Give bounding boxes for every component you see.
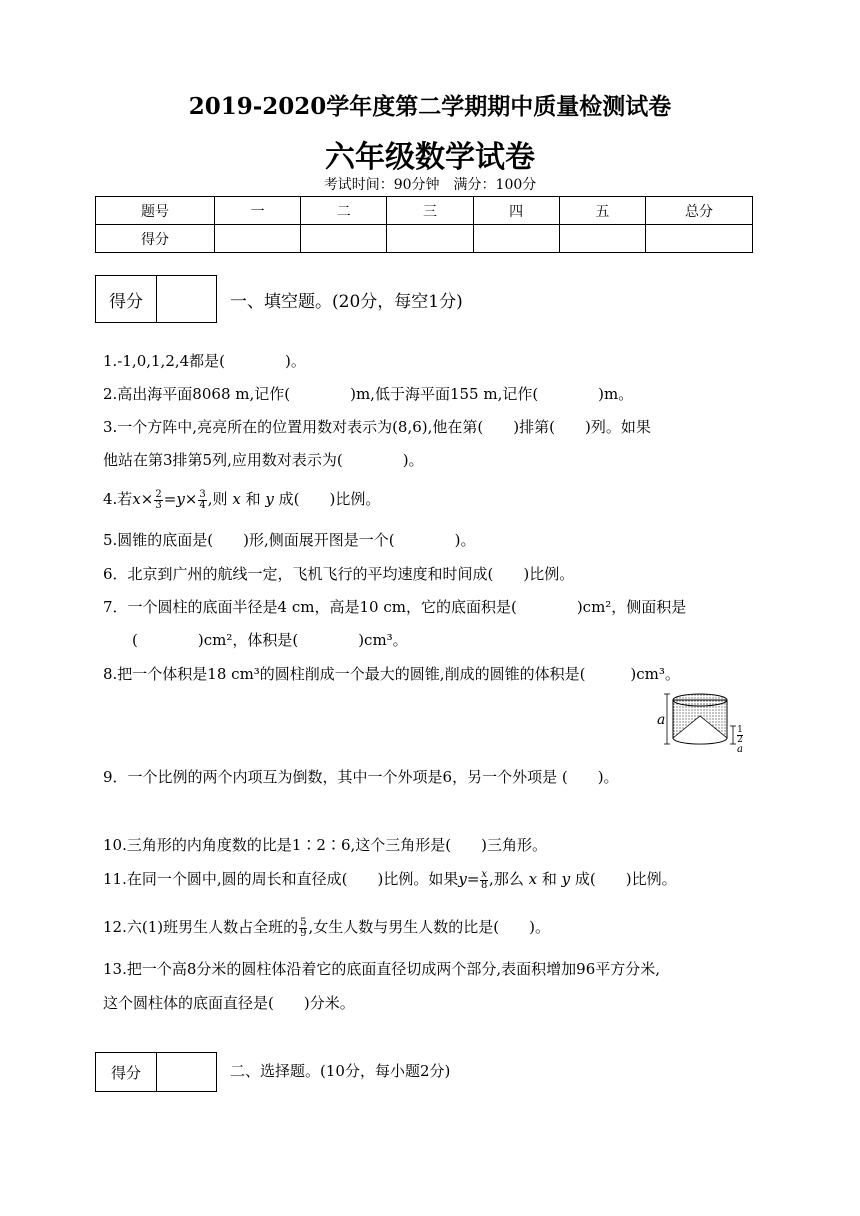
q4-fraction-1-den: 3 [155,499,162,511]
section1-title: 一、填空题。(20分，每空1分) [230,292,463,312]
q12-fraction [299,918,307,939]
q4-text: 4.若 [103,490,133,508]
section1-score-blank [157,276,216,322]
q11-op: = [466,870,480,888]
q12-fraction-num: 5 [300,916,307,928]
q11-text: 和 [541,870,557,888]
figure-frac-num: 1 [737,725,743,735]
score-blank-cell [646,225,753,253]
question-13-line2: 这个圆柱体的底面直径是( )分米。 [103,994,355,1012]
figure-frac-den: 2 [737,735,743,745]
question-10: 10.三角形的内角度数的比是1∶2∶6,这个三角形是( )三角形。 [103,836,547,854]
exam-subtitle: 六年级数学试卷 [325,140,535,175]
exam-info: 考试时间：90分钟 满分：100分 [323,177,537,193]
score-table [95,196,753,253]
score-blank-cell [559,225,645,253]
score-cell: 五 [559,197,645,225]
question-3-line2: 他站在第3排第5列,应用数对表示为( )。 [103,451,424,469]
figure-frac-var: a [737,744,743,755]
exam-title: 2019-2020学年度第二学期期中质量检测试卷 [188,93,672,120]
q4-text: 和 [245,490,261,508]
score-table-score-row [96,225,753,253]
q4-fraction-1-num: 2 [155,488,162,500]
q4-op: = [163,490,177,508]
score-table-header-row [96,197,753,225]
question-3-line1: 3.一个方阵中,亮亮所在的位置用数对表示为(8,6),他在第( )排第( )列。如果 [103,418,651,436]
score-cell: 一 [215,197,301,225]
question-2: 2.高出海平面8068 m,记作( )m,低于海平面155 m,记作( )m。 [103,385,634,403]
score-blank-cell [387,225,473,253]
q4-fraction-1 [154,490,162,511]
q12-text: ,女生人数与男生人数的比是( )。 [308,918,550,936]
figure-label-half-a [737,726,743,754]
question-4 [103,488,380,511]
question-1: 1.-1,0,1,2,4都是( )。 [103,352,306,370]
question-9: 9．一个比例的两个内项互为倒数，其中一个外项是6，另一个外项是 ( )。 [103,768,619,786]
score-cell: 三 [387,197,473,225]
section2-score-box [95,1052,217,1092]
section2-score-label: 得分 [96,1053,157,1091]
question-12 [103,916,550,939]
score-cell: 题号 [96,197,215,225]
q4-var: x [132,490,141,508]
q4-op: × [140,490,154,508]
score-cell: 得分 [96,225,215,253]
question-7-line1: 7．一个圆柱的底面半径是4 cm，高是10 cm，它的底面积是( )cm²，侧面积是 [103,598,687,616]
q4-var: y [265,490,274,508]
q4-var: x [232,490,241,508]
question-7-line2: ( )cm²，体积是( )cm³。 [132,631,408,649]
q11-text: 成( )比例。 [574,870,677,888]
section2-score-blank [157,1053,216,1091]
question-11 [103,868,677,891]
section1-score-box [95,275,217,323]
q4-text: ,则 [207,490,228,508]
q12-text: 12.六(1)班男生人数占全班的 [103,918,299,936]
q11-var: x [528,870,538,888]
question-13-line1: 13.把一个高8分米的圆柱体沿着它的底面直径切成两个部分,表面积增加96平方分米, [103,960,661,978]
q4-fraction-2 [198,490,206,511]
question-5: 5.圆锥的底面是( )形,侧面展开图是一个( )。 [103,531,476,549]
score-blank-cell [215,225,301,253]
q4-fraction-2-den: 4 [199,499,206,511]
question-6: 6．北京到广州的航线一定，飞机飞行的平均速度和时间成( )比例。 [103,565,575,583]
q11-fraction [480,870,488,891]
score-cell: 二 [301,197,387,225]
section2-title: 二、选择题。(10分，每小题2分) [230,1062,451,1080]
score-blank-cell [473,225,559,253]
q11-text: ,那么 [489,870,524,888]
score-blank-cell [301,225,387,253]
q4-fraction-2-num: 3 [199,488,206,500]
q4-var: y [176,490,185,508]
q4-op: × [184,490,198,508]
score-cell: 四 [473,197,559,225]
q4-text: 成( )比例。 [278,490,381,508]
q11-text: 11.在同一个圆中,圆的周长和直径成( )比例。如果 [103,870,459,888]
q11-var: y [458,870,467,888]
q11-var: y [561,870,571,888]
section1-score-label: 得分 [96,276,157,322]
q11-fraction-den: 8 [481,879,488,891]
q12-fraction-den: 9 [300,927,307,939]
score-cell: 总分 [646,197,753,225]
q11-fraction-num: x [481,868,488,880]
figure-label-a: a [657,712,666,728]
question-8: 8.把一个体积是18 cm³的圆柱削成一个最大的圆锥,削成的圆锥的体积是( )cm³。 [103,665,680,683]
